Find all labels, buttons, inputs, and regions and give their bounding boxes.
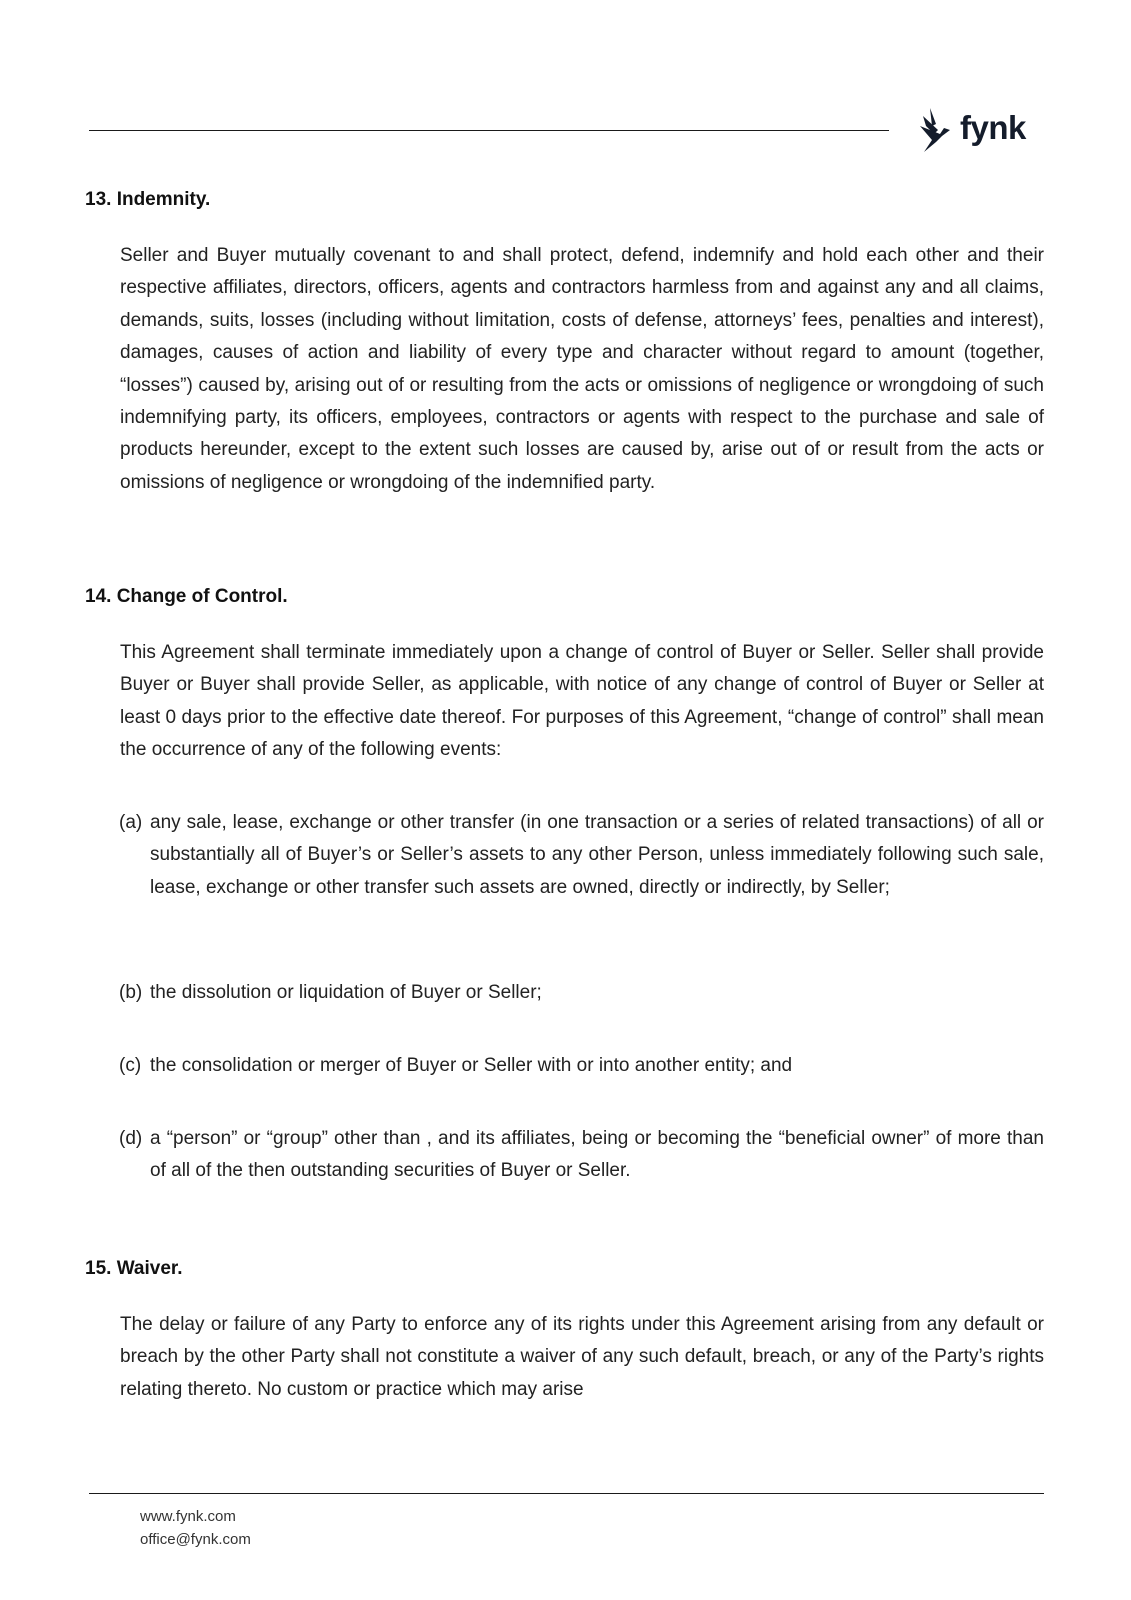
list-item — [119, 1123, 1044, 1188]
list-item-label: (c) — [119, 1055, 142, 1076]
section-heading-change-of-control: 14. Change of Control. — [85, 586, 288, 607]
list-item-text: the dissolution or liquidation of Buyer or Seller; — [150, 982, 542, 1003]
footer-email-link[interactable]: office@fynk.com — [140, 1531, 251, 1548]
list-item-label: (d) — [119, 1128, 143, 1149]
footer-divider — [89, 1493, 1044, 1494]
list-item — [119, 1050, 1044, 1082]
footer-website-link[interactable]: www.fynk.com — [140, 1508, 236, 1525]
bird-logo-icon — [918, 106, 956, 158]
list-item — [119, 977, 1044, 1009]
section-heading-waiver: 15. Waiver. — [85, 1258, 183, 1279]
list-item-text: a “person” or “group” other than , and its affiliates, being or becoming the “beneficial owner” of more than of all of the then outstanding securities of Buyer or Seller. — [150, 1128, 1044, 1182]
list-item-label: (a) — [119, 812, 143, 833]
list-item — [119, 807, 1044, 904]
header-divider — [89, 130, 889, 131]
paragraph-indemnity: Seller and Buyer mutually covenant to and shall protect, defend, indemnify and hold each other and their respective affiliates, directors, officers, agents and contractors harmless from and against any and all claims, demands, suits, losses (including without limitation, costs of defense, attorneys’ fees, penalties and interest), damages, causes of action and liability of every type and character without regard to amount (together, “losses”) caused by, arising out of or resulting from the acts or omissions of negligence or wrongdoing of such indemnifying party, its officers, employees, contractors or agents with respect to the purchase and sale of products hereunder, except to the extent such losses are caused by, arise out of or result from the acts or omissions of negligence or wrongdoing of the indemnified party. — [120, 245, 1044, 493]
paragraph-change-of-control: This Agreement shall terminate immediately upon a change of control of Buyer or Seller. Seller shall provide Buyer or Buyer shall provide Seller, as applicable, with notice of any change of control of Buyer or Seller at least 0 days prior to the effective date thereof. For purposes of this Agreement, “change of control” shall mean the occurrence of any of the following events: — [120, 642, 1044, 761]
list-item-text: any sale, lease, exchange or other transfer (in one transaction or a series of related transactions) of all or substantially all of Buyer’s or Seller’s assets to any other Person, unless immediately following such sale, lease, exchange or other transfer such assets are owned, directly or indirectly, by Seller; — [150, 812, 1044, 898]
fynk-logo — [918, 106, 1026, 158]
logo-wordmark: fynk — [960, 109, 1026, 146]
list-item-text: the consolidation or merger of Buyer or Seller with or into another entity; and — [150, 1055, 793, 1076]
section-heading-indemnity: 13. Indemnity. — [85, 189, 211, 210]
paragraph-waiver: The delay or failure of any Party to enforce any of its rights under this Agreement arising from any default or breach by the other Party shall not constitute a waiver of any such default, breach, or any of the Party’s rights relating thereto. No custom or practice which may arise — [120, 1314, 1044, 1400]
list-item-label: (b) — [119, 982, 143, 1003]
